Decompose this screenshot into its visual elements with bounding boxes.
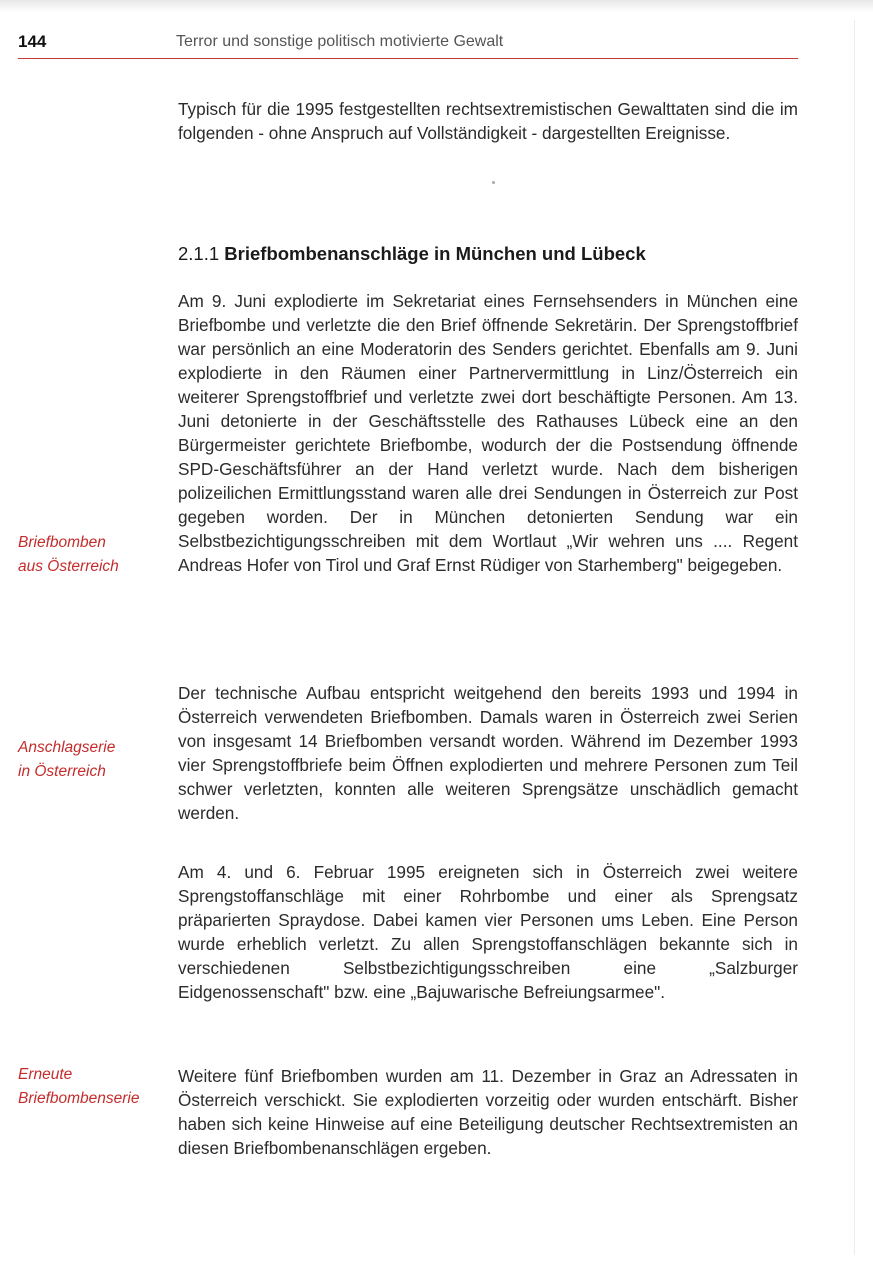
- paragraph-text: Am 9. Juni explodierte im Sekretariat eines Fernsehsenders in München eine Briefbombe und verletzte die den Brief öffnende Sekretärin. Der Sprengstoffbrief war persönlich an eine Moderatorin des Senders gerichtet. Ebenfalls am 9. Juni explodierte in den Räumen einer Partnervermittlung in Linz/Österreich ein weiterer Sprengstoffbrief und verletzte zwei dort beschäftigte Personen. Am 13. Juni detonierte in der Geschäftsstelle des Rathauses Lübeck eine an den Bürgermeister gerichtete Briefbombe, wodurch der die Postsendung öffnende SPD-Geschäftsführer an der Hand verletzt wurde. Nach dem bisherigen polizeilichen Ermittlungsstand waren alle drei Sendungen in Österreich zur Post gegeben worden. Der in München detonierten Sendung war ein Selbstbezichtigungsschreiben mit dem Wortlaut „Wir wehren uns .... Regent Andreas Hofer von Tirol und Graf Ernst Rüdiger von Starhemberg" beigegeben.: [178, 291, 798, 575]
- margin-note-line: aus Österreich: [18, 558, 119, 575]
- page-edge-line: [854, 20, 855, 1255]
- paragraph-text: Weitere fünf Briefbomben wurden am 11. Dezember in Graz an Adressaten in Österreich verschickt. Sie explodierten vorzeitig oder wurden entschärft. Bisher haben sich keine Hinweise auf eine Beteiligung deutscher Rechtsextremisten an diesen Briefbombenanschlägen ergeben.: [178, 1066, 798, 1158]
- margin-note-line: Briefbombenserie: [18, 1090, 140, 1107]
- print-speck: [492, 181, 495, 184]
- body-paragraph-2: [178, 681, 798, 825]
- margin-note-briefbomben: [18, 531, 168, 579]
- page-top-shadow: [0, 0, 873, 12]
- paragraph-text: Am 4. und 6. Februar 1995 ereigneten sich in Österreich zwei weitere Sprengstoffanschläge mit einer Rohrbombe und einer als Sprengsatz präparierten Spraydose. Dabei kamen vier Personen ums Leben. Eine Person wurde erheblich verletzt. Zu allen Sprengstoffanschlägen bekannte sich in verschiedenen Selbstbezichtigungsschreiben eine „Salzburger Eidgenossenschaft" bzw. eine „Bajuwarische Befreiungsarmee".: [178, 862, 798, 1002]
- running-title: Terror und sonstige politisch motivierte Gewalt: [176, 33, 504, 50]
- margin-note-line: Erneute: [18, 1066, 73, 1083]
- page-number: 144: [18, 32, 47, 51]
- paragraph-text: Der technische Aufbau entspricht weitgehend den bereits 1993 und 1994 in Österreich verwendeten Briefbomben. Damals waren in Österreich zwei Serien von insgesamt 14 Briefbomben versandt worden. Während im Dezember 1993 vier Sprengstoffbriefe beim Öffnen explodierten und mehrere Personen zum Teil schwer verletzten, konnten alle weiteren Sprengsätze unschädlich gemacht werden.: [178, 683, 798, 823]
- margin-note-line: in Österreich: [18, 763, 106, 780]
- margin-note-anschlagserie: [18, 736, 168, 784]
- body-paragraph-4: [178, 1064, 798, 1160]
- running-header: [18, 32, 798, 59]
- section-title: Briefbombenanschläge in München und Lübeck: [224, 243, 646, 264]
- margin-note-erneute-serie: [18, 1063, 168, 1111]
- section-heading: [178, 242, 798, 266]
- body-paragraph-3: [178, 860, 798, 1004]
- intro-paragraph: [178, 97, 798, 145]
- margin-note-line: Briefbomben: [18, 534, 106, 551]
- margin-note-line: Anschlagserie: [18, 739, 116, 756]
- intro-text: Typisch für die 1995 festgestellten rechtsextremistischen Gewalttaten sind die im folgenden - ohne Anspruch auf Vollständigkeit - dargestellten Ereignisse.: [178, 99, 798, 143]
- section-number: 2.1.1: [178, 243, 220, 264]
- body-paragraph-1: [178, 289, 798, 577]
